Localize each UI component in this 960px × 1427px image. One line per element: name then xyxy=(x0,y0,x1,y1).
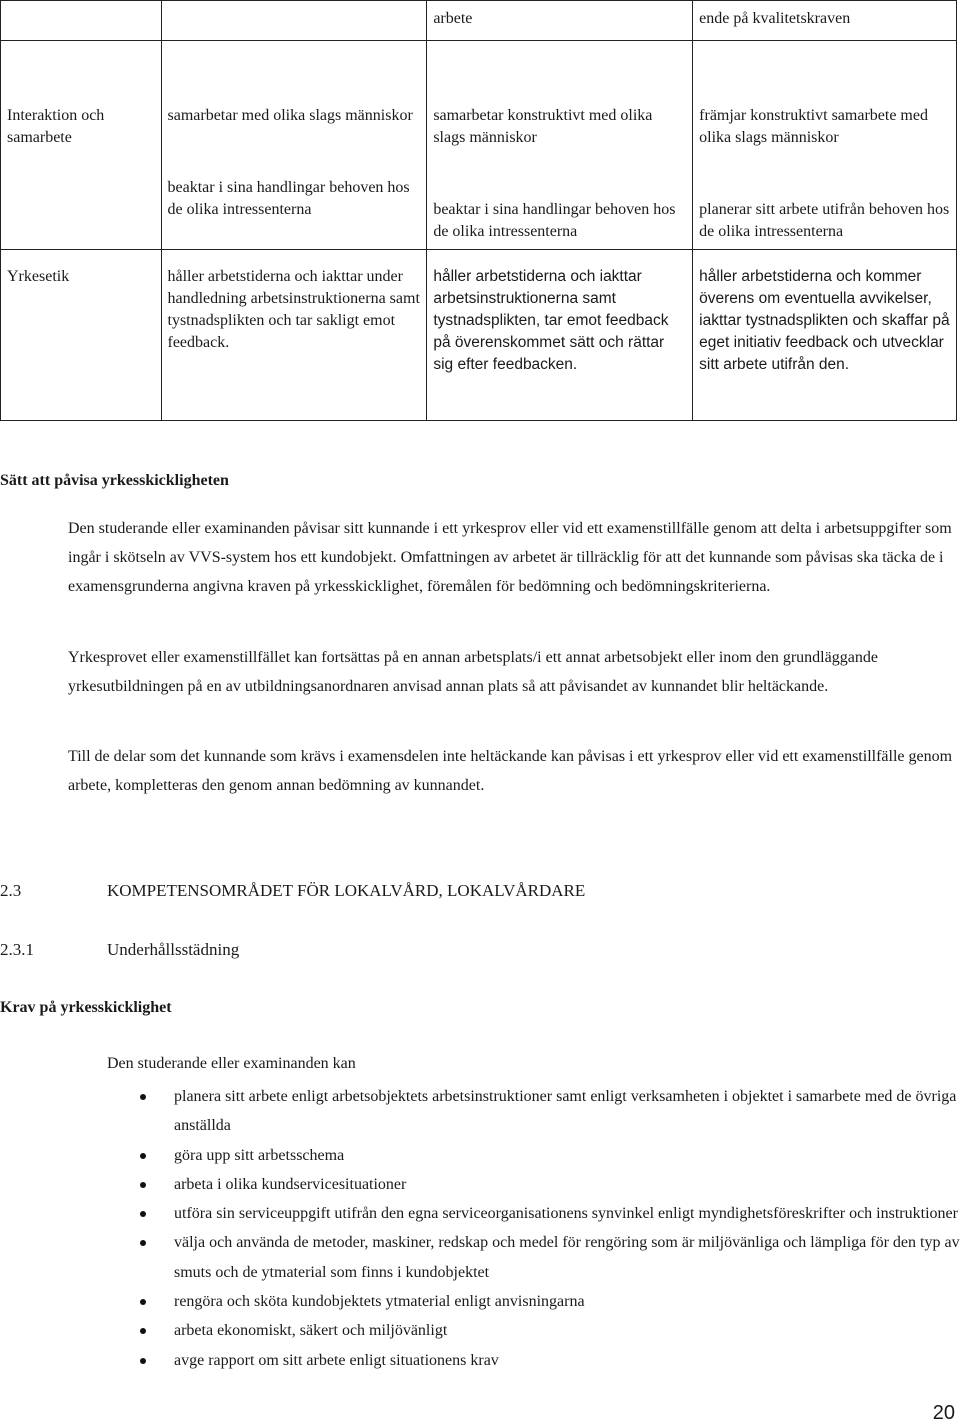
krav-intro: Den studerande eller examinanden kan xyxy=(107,1055,356,1072)
bullet-icon xyxy=(140,1153,146,1159)
list-item xyxy=(140,1170,960,1199)
cell-text: beaktar i sina handlingar behoven hos de olika intressenterna xyxy=(167,179,410,218)
cell-text: beaktar i sina handlingar behoven hos de olika intressenterna xyxy=(433,201,676,240)
list-item xyxy=(140,1316,960,1345)
list-item-text: arbeta ekonomiskt, säkert och miljövänligt xyxy=(174,1322,448,1340)
table-cell xyxy=(1,1,162,41)
row-label xyxy=(1,41,162,250)
bullet-icon xyxy=(140,1094,146,1100)
bullet-icon xyxy=(140,1299,146,1305)
paragraph: Den studerande eller examinanden påvisar sitt kunnande i ett yrkesprov eller vid ett examenstillfälle genom att delta i arbetsuppgifter som ingår i skötseln av VVS-system hos ett kundobjekt. Omfattningen av arbetet är tillräcklig för att det kunnande som påvisas ska täcka de i examensgrunderna angivna kraven på yrkesskicklighet, föremålen för bedömning och bedömningskriterierna. xyxy=(68,520,952,595)
cell-text: planerar sitt arbete utifrån behoven hos de olika intressenterna xyxy=(699,201,950,240)
assessment-table xyxy=(0,0,957,421)
list-item-text: rengöra och sköta kundobjektets ytmaterial enligt anvisningarna xyxy=(174,1293,585,1311)
table-row-interaktion xyxy=(1,41,957,250)
bullet-icon xyxy=(140,1211,146,1217)
cell-text: samarbetar konstruktivt med olika slags människor xyxy=(433,107,653,146)
list-item-text: avge rapport om sitt arbete enligt situationens krav xyxy=(174,1351,499,1369)
list-item-text: arbeta i olika kundservicesituationer xyxy=(174,1175,407,1193)
subsection-title: Underhållsstädning xyxy=(107,940,240,959)
header-col4: ende på kvalitetskraven xyxy=(699,10,851,27)
bullet-icon xyxy=(140,1240,146,1246)
list-item-text: planera sitt arbete enligt arbetsobjektets arbetsinstruktioner samt enligt verksamheten i objektet i samarbete med de övriga anställda xyxy=(174,1088,957,1135)
paragraph: Till de delar som det kunnande som krävs i examensdelen inte heltäckande kan påvisas i ett yrkesprov eller vid ett examenstillfälle genom arbete, kompletteras den genom annan bedömning av kunnandet. xyxy=(68,748,953,794)
table-cell xyxy=(693,1,957,41)
table-cell xyxy=(427,41,693,250)
cell-text: främjar konstruktivt samarbete med olika slags människor xyxy=(699,107,928,146)
page-number: 20 xyxy=(932,1402,955,1424)
row-label-text: Interaktion och samarbete xyxy=(7,107,105,146)
list-item xyxy=(140,1228,960,1287)
list-item xyxy=(140,1082,960,1141)
cell-text: samarbetar med olika slags människor xyxy=(167,107,413,124)
list-item xyxy=(140,1287,960,1316)
table-cell xyxy=(427,1,693,41)
header-col3: arbete xyxy=(433,10,473,27)
table-row-yrkesetik xyxy=(1,250,957,421)
cell-text: håller arbetstiderna och iakttar under handledning arbetsinstruktionerna samt tystnadsplikten och tar sakligt emot feedback. xyxy=(167,268,420,351)
krav-heading: Krav på yrkesskicklighet xyxy=(0,999,172,1016)
table-cell xyxy=(161,41,427,250)
section-title: KOMPETENSOMRÅDET FÖR LOKALVÅRD, LOKALVÅRDARE xyxy=(107,881,586,900)
row-label-text: Yrkesetik xyxy=(7,268,70,285)
row-label xyxy=(1,250,162,421)
bullet-icon xyxy=(140,1182,146,1188)
table-cell xyxy=(161,1,427,41)
cell-text: håller arbetstiderna och iakttar arbetsinstruktionerna samt tystnadsplikten, tar emot feedback på överenskommet sätt och rättar sig efter feedbacken. xyxy=(433,268,669,373)
list-item xyxy=(140,1141,960,1170)
krav-list xyxy=(140,1082,960,1375)
table-cell xyxy=(427,250,693,421)
table-cell xyxy=(693,41,957,250)
table-cell xyxy=(693,250,957,421)
bullet-icon xyxy=(140,1328,146,1334)
list-item-text: välja och använda de metoder, maskiner, redskap och medel för rengöring som är miljövänliga och lämpliga för den typ av smuts och de ytmaterial som finns i kundobjektet xyxy=(174,1234,960,1281)
list-item xyxy=(140,1199,960,1228)
list-item-text: göra upp sitt arbetsschema xyxy=(174,1146,345,1164)
table-cell xyxy=(161,250,427,421)
bullet-icon xyxy=(140,1358,146,1364)
list-item xyxy=(140,1346,960,1375)
list-item-text: utföra sin serviceuppgift utifrån den egna serviceorganisationens synvinkel enligt myndighetsföreskrifter och instruktioner xyxy=(174,1205,958,1223)
paragraph: Yrkesprovet eller examenstillfället kan fortsättas på en annan arbetsplats/i ett annat arbetsobjekt eller inom den grundläggande yrkesutbildningen på en av utbildningsanordnaren anvisad annan plats så att påvisandet av kunnandet blir heltäckande. xyxy=(68,649,878,695)
section-number: 2.3 xyxy=(0,881,22,900)
section-heading-demo: Sätt att påvisa yrkesskickligheten xyxy=(0,472,229,489)
cell-text: håller arbetstiderna och kommer överens om eventuella avvikelser, iakttar tystnadsplikten och skaffar på eget initiativ feedback och utvecklar sitt arbete utifrån den. xyxy=(699,268,950,373)
table-header-row xyxy=(1,1,957,41)
subsection-number: 2.3.1 xyxy=(0,940,34,959)
